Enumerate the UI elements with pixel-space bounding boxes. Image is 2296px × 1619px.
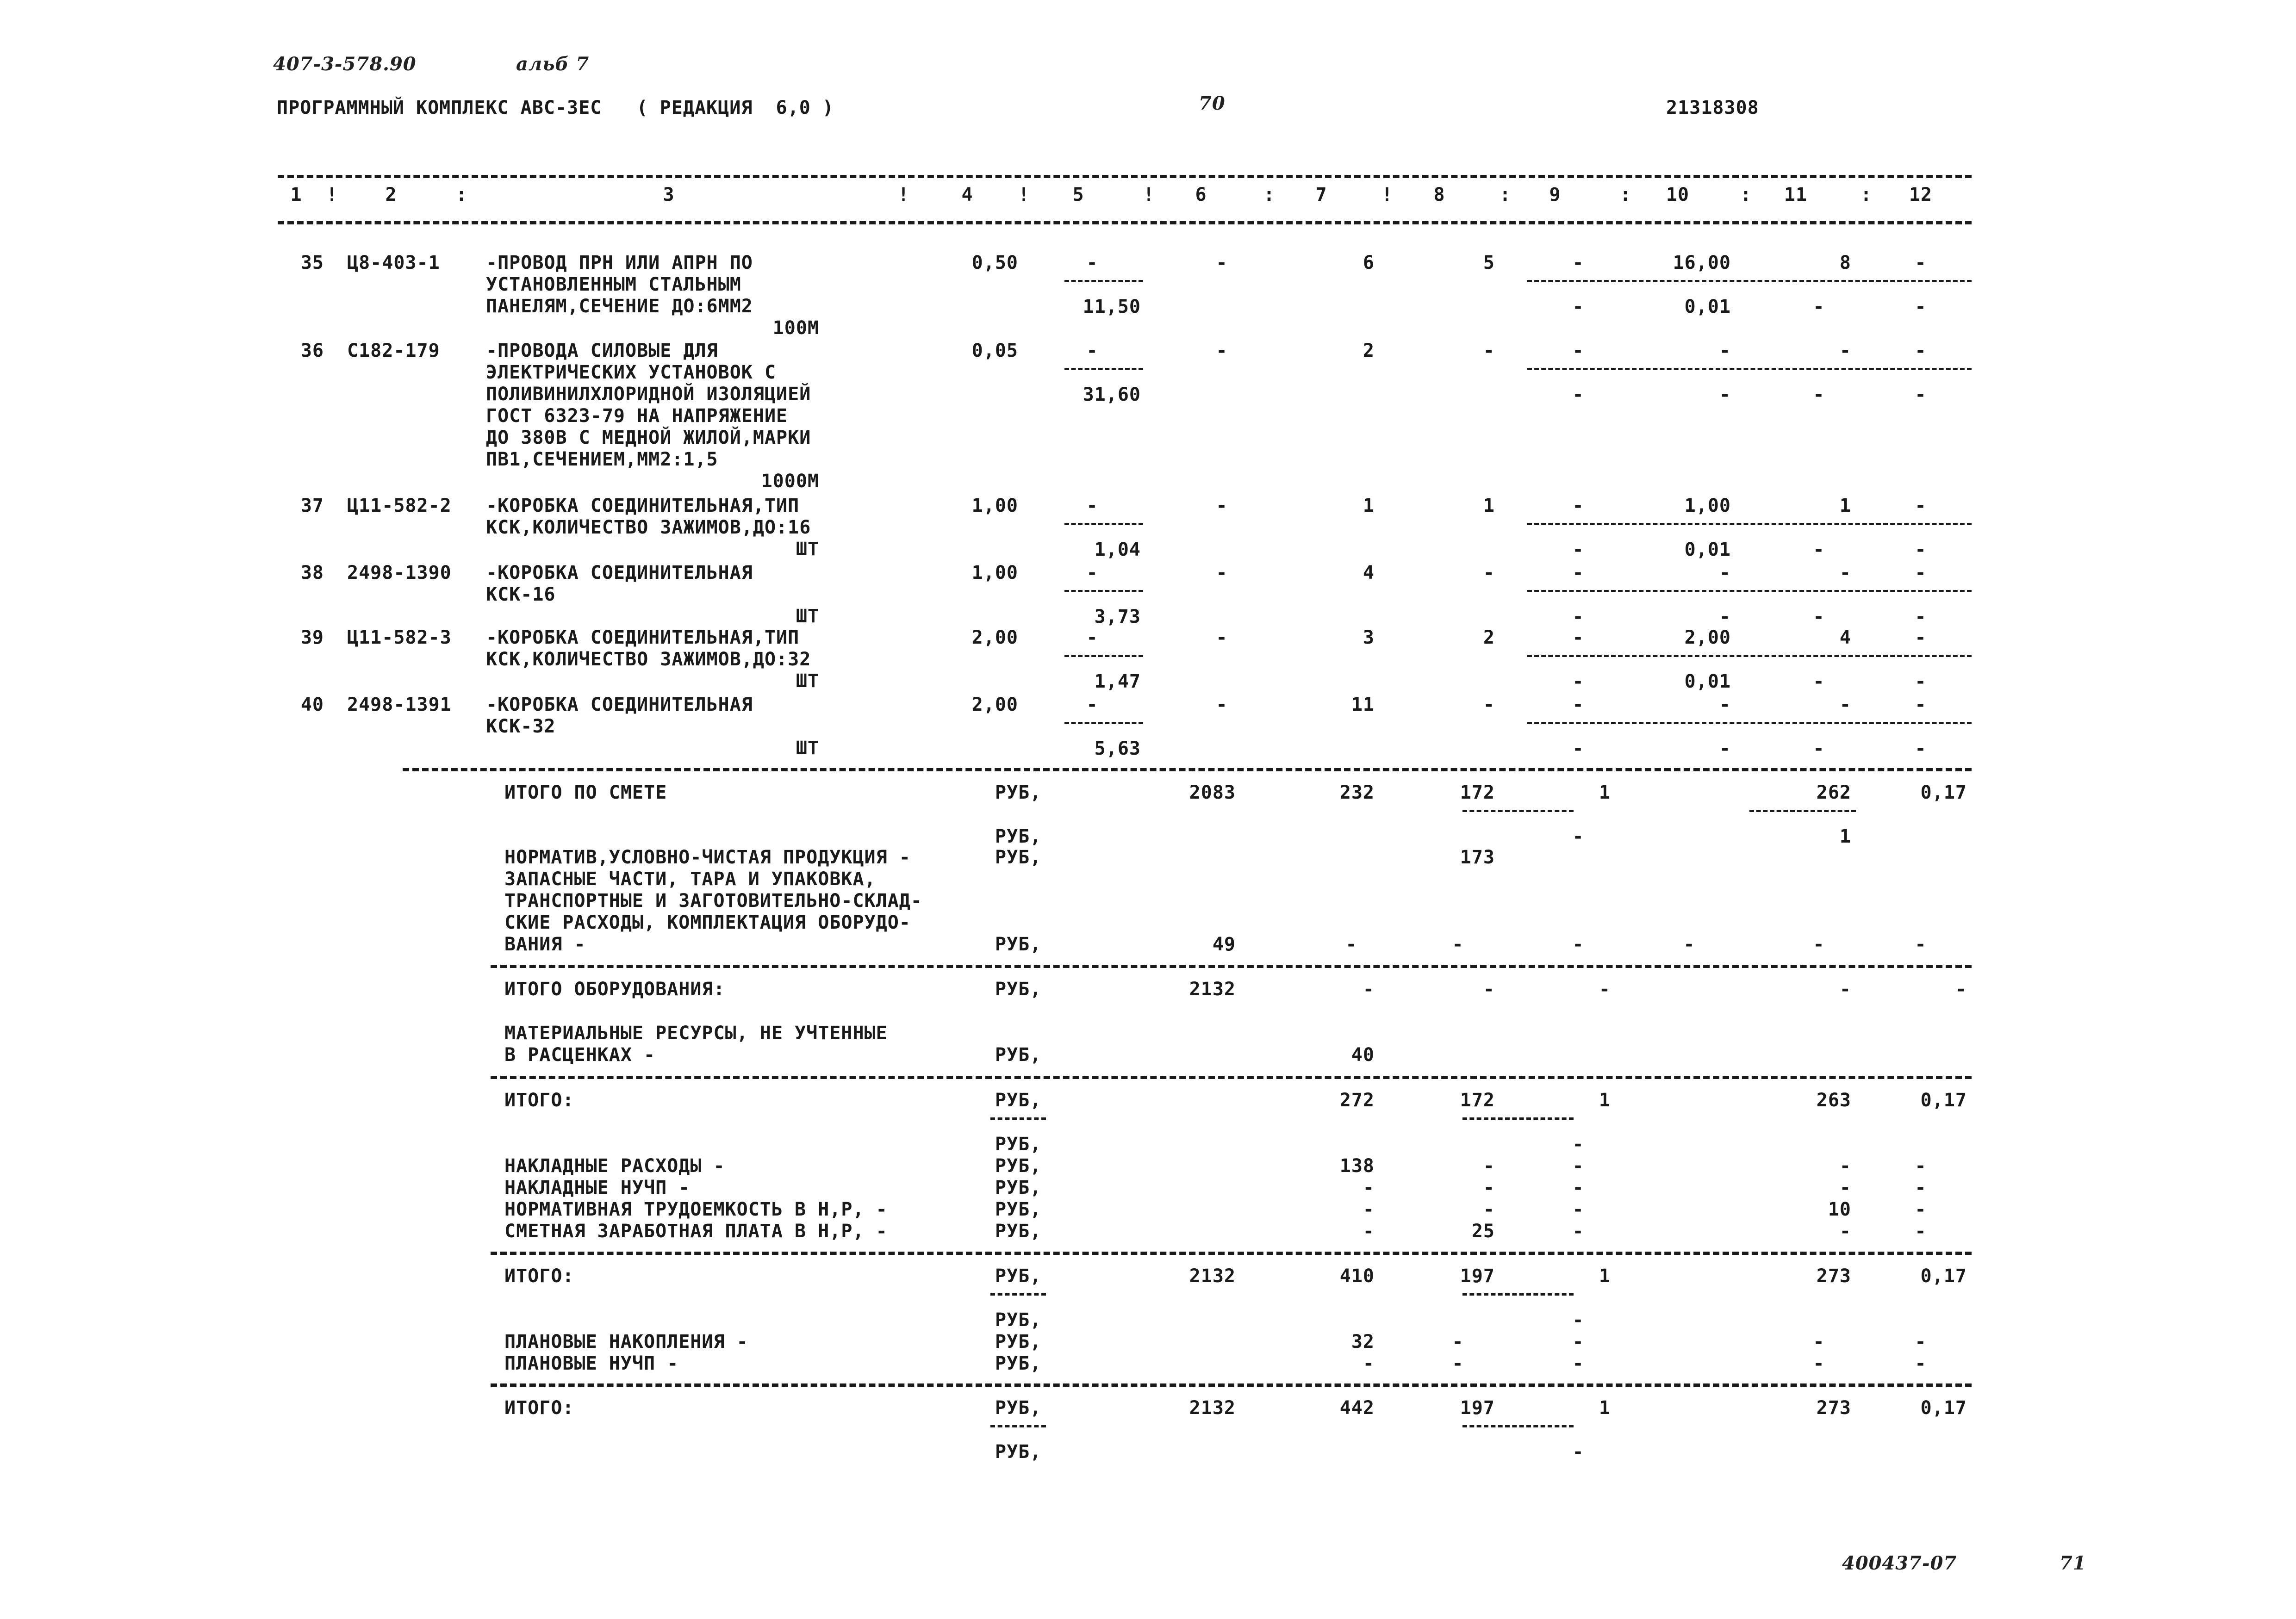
item-col9-top: -: [1572, 340, 1584, 361]
column-header-1: 1: [290, 184, 302, 205]
summary-unit: РУБ,: [995, 934, 1042, 955]
item-col9-top: -: [1572, 627, 1584, 648]
rule-line: [1064, 655, 1143, 657]
program-header: ПРОГРАММНЫЙ КОМПЛЕКС АВС-3ЕС ( РЕДАКЦИЯ 6,0 ): [277, 97, 834, 118]
item-col8: 5: [1483, 252, 1495, 273]
summary-label: ИТОГО:: [504, 1090, 574, 1111]
item-col7: 2: [1363, 340, 1375, 361]
rule-line: [1064, 368, 1143, 370]
normativ-line: ВАНИЯ -: [504, 934, 586, 955]
item-col10-bottom: 0,01: [1684, 539, 1731, 560]
item-description-line: ПОЛИВИНИЛХЛОРИДНОЙ ИЗОЛЯЦИЕЙ: [486, 384, 811, 405]
summary-col8: -: [1452, 1353, 1464, 1374]
item-col9-bottom: -: [1572, 539, 1584, 560]
item-col11-bottom: -: [1813, 539, 1825, 560]
overhead-label: НАКЛАДНЫЕ НУЧП -: [504, 1177, 691, 1198]
summary-col8: 25: [1471, 1221, 1495, 1242]
item-quantity: 1,00: [971, 495, 1018, 516]
rule-line: [1462, 1293, 1574, 1296]
summary-col7: 232: [1339, 782, 1375, 803]
summary-col12: 0,17: [1920, 782, 1967, 803]
item-col11-top: 8: [1839, 252, 1851, 273]
item-col7: 3: [1363, 627, 1375, 648]
summary-col12: 0,17: [1920, 1090, 1967, 1111]
summary-col7: -: [1363, 1199, 1375, 1220]
item-unit: ШТ: [796, 606, 819, 627]
item-col5-top: -: [1086, 694, 1098, 715]
summary-unit: РУБ,: [995, 1353, 1042, 1374]
summary-col8: -: [1483, 1199, 1495, 1220]
summary-col11: -: [1813, 934, 1825, 955]
summary-col6: 49: [1212, 934, 1236, 955]
column-header-3: 3: [663, 184, 675, 205]
project-code-handwritten: 407-3-578.90: [273, 53, 417, 75]
item-col10-top: 2,00: [1684, 627, 1731, 648]
item-col5-price: 3,73: [1094, 606, 1141, 627]
album-handwritten: альб 7: [516, 53, 590, 75]
rule-line: [1527, 722, 1972, 724]
item-col6: -: [1216, 340, 1228, 361]
normativ-line: СКИЕ РАСХОДЫ, КОМПЛЕКТАЦИЯ ОБОРУДО-: [504, 912, 911, 933]
summary-col12: -: [1915, 934, 1927, 955]
item-col12-bottom: -: [1915, 539, 1927, 560]
section-rule: [491, 1076, 1972, 1079]
item-description-line: -ПРОВОД ПРН ИЛИ АПРН ПО: [486, 252, 753, 273]
item-col6: -: [1216, 694, 1228, 715]
item-col9-bottom: -: [1572, 606, 1584, 627]
item-description-line: -ПРОВОДА СИЛОВЫЕ ДЛЯ: [486, 340, 718, 361]
summary-col9: 1: [1599, 1090, 1611, 1111]
summary-label: ИТОГО ПО СМЕТЕ: [504, 782, 667, 803]
summary-col9: -: [1572, 1353, 1584, 1374]
summary-unit: РУБ,: [995, 847, 1042, 868]
item-col6: -: [1216, 562, 1228, 583]
summary-col8: -: [1452, 1331, 1464, 1352]
rule-line: [1462, 1425, 1574, 1427]
summary-col9: 1: [1599, 1265, 1611, 1287]
summary-col8: 173: [1460, 847, 1495, 868]
column-separator: :: [456, 184, 468, 205]
column-header-7: 7: [1315, 184, 1327, 205]
item-description-line: ПВ1,СЕЧЕНИЕМ,ММ2:1,5: [486, 449, 718, 470]
item-col9-top: -: [1572, 562, 1584, 583]
summary-col7: -: [1363, 1221, 1375, 1242]
item-col10-top: 1,00: [1684, 495, 1731, 516]
summary-col9-bottom: -: [1572, 826, 1584, 847]
summary-unit: РУБ,: [995, 1221, 1042, 1242]
summary-col7: 272: [1339, 1090, 1375, 1111]
summary-col8: 197: [1460, 1265, 1495, 1287]
item-quantity: 0,50: [971, 252, 1018, 273]
item-code: Ц8-403-1: [347, 252, 440, 273]
item-description-line: КСК-16: [486, 584, 556, 605]
column-separator: !: [1018, 184, 1030, 205]
summary-unit: РУБ,: [995, 1309, 1042, 1331]
column-separator: :: [1740, 184, 1752, 205]
summary-col9-bottom: -: [1572, 1441, 1584, 1463]
summary-col8: 172: [1460, 1090, 1495, 1111]
item-col5-top: -: [1086, 340, 1098, 361]
plan-label: ПЛАНОВЫЕ НУЧП -: [504, 1353, 679, 1374]
item-col9-bottom: -: [1572, 384, 1584, 405]
summary-col12: -: [1915, 1331, 1927, 1352]
section-rule: [491, 1252, 1972, 1255]
item-unit: 1000М: [761, 471, 819, 492]
item-description-line: ЭЛЕКТРИЧЕСКИХ УСТАНОВОК С: [486, 362, 777, 383]
item-description-line: ПАНЕЛЯМ,СЕЧЕНИЕ ДО:6ММ2: [486, 296, 753, 317]
summary-col9-bottom: -: [1572, 1309, 1584, 1331]
item-col7: 11: [1351, 694, 1375, 715]
summary-unit: РУБ,: [995, 1044, 1042, 1066]
item-col10-bottom: -: [1719, 738, 1731, 759]
item-col5-top: -: [1086, 495, 1098, 516]
summary-label: ИТОГО:: [504, 1265, 574, 1287]
rule-line: [1527, 368, 1972, 370]
item-col10-top: -: [1719, 694, 1731, 715]
column-separator: :: [1500, 184, 1512, 205]
item-quantity: 2,00: [971, 694, 1018, 715]
rule-line: [1527, 590, 1972, 592]
summary-col10: -: [1683, 934, 1695, 955]
item-description-line: ГОСТ 6323-79 НА НАПРЯЖЕНИЕ: [486, 405, 788, 427]
column-header-5: 5: [1072, 184, 1084, 205]
summary-col7: 40: [1351, 1044, 1375, 1066]
item-col12-bottom: -: [1915, 296, 1927, 317]
summary-col9: -: [1572, 1155, 1584, 1177]
summary-col9: -: [1572, 934, 1584, 955]
rule-line: [1462, 810, 1574, 812]
rule-line: [1749, 810, 1856, 812]
summary-col7: 442: [1339, 1397, 1375, 1419]
item-col5-price: 11,50: [1083, 296, 1141, 317]
item-col5-top: -: [1086, 252, 1098, 273]
item-col11-top: -: [1839, 340, 1851, 361]
rule-line: [1064, 722, 1143, 724]
summary-col8: -: [1483, 1177, 1495, 1198]
item-col6: -: [1216, 252, 1228, 273]
item-col5-top: -: [1086, 562, 1098, 583]
summary-unit: РУБ,: [995, 979, 1042, 1000]
summary-col11-bottom: 1: [1839, 826, 1851, 847]
column-separator: :: [1620, 184, 1632, 205]
summary-col11: -: [1813, 1331, 1825, 1352]
summary-col12: -: [1915, 1221, 1927, 1242]
item-col10-bottom: 0,01: [1684, 296, 1731, 317]
item-col12-top: -: [1915, 252, 1927, 273]
plan-label: ПЛАНОВЫЕ НАКОПЛЕНИЯ -: [504, 1331, 748, 1352]
item-quantity: 1,00: [971, 562, 1018, 583]
item-quantity: 0,05: [971, 340, 1018, 361]
overhead-label: СМЕТНАЯ ЗАРАБОТНАЯ ПЛАТА В Н,Р, -: [504, 1221, 888, 1242]
item-col5-price: 1,47: [1094, 671, 1141, 692]
item-description-line: -КОРОБКА СОЕДИНИТЕЛЬНАЯ: [486, 562, 753, 583]
summary-col8: -: [1483, 979, 1495, 1000]
materials-line: МАТЕРИАЛЬНЫЕ РЕСУРСЫ, НЕ УЧТЕННЫЕ: [504, 1023, 888, 1044]
summary-col11: 273: [1816, 1397, 1851, 1419]
summary-col11: -: [1813, 1353, 1825, 1374]
summary-unit: РУБ,: [995, 1265, 1042, 1287]
summary-col6: 2083: [1189, 782, 1236, 803]
item-number: 38: [300, 562, 324, 583]
normativ-line: ТРАНСПОРТНЫЕ И ЗАГОТОВИТЕЛЬНО-СКЛАД-: [504, 890, 922, 912]
column-header-12: 12: [1909, 184, 1933, 205]
item-col10-top: -: [1719, 340, 1731, 361]
summary-unit: РУБ,: [995, 1134, 1042, 1155]
column-header-8: 8: [1433, 184, 1445, 205]
materials-line: В РАСЦЕНКАХ -: [504, 1044, 656, 1066]
item-col5-top: -: [1086, 627, 1098, 648]
summary-col11: -: [1839, 1155, 1851, 1177]
column-separator: !: [1143, 184, 1155, 205]
item-col8: -: [1483, 694, 1495, 715]
summary-col6: 2132: [1189, 1265, 1236, 1287]
rule-line: [1527, 523, 1972, 525]
column-separator: !: [898, 184, 910, 205]
item-col10-bottom: 0,01: [1684, 671, 1731, 692]
item-col7: 6: [1363, 252, 1375, 273]
overhead-label: НОРМАТИВНАЯ ТРУДОЕМКОСТЬ В Н,Р, -: [504, 1199, 888, 1220]
item-col11-bottom: -: [1813, 738, 1825, 759]
normativ-line: НОРМАТИВ,УСЛОВНО-ЧИСТАЯ ПРОДУКЦИЯ -: [504, 847, 911, 868]
summary-unit: РУБ,: [995, 1155, 1042, 1177]
column-header-11: 11: [1784, 184, 1808, 205]
item-col11-bottom: -: [1813, 671, 1825, 692]
item-col8: 2: [1483, 627, 1495, 648]
item-col11-top: -: [1839, 694, 1851, 715]
rule-line: [1527, 655, 1972, 657]
summary-col7: -: [1345, 934, 1357, 955]
item-description-line: -КОРОБКА СОЕДИНИТЕЛЬНАЯ: [486, 694, 753, 715]
summary-col9-bottom: -: [1572, 1134, 1584, 1155]
normativ-line: ЗАПАСНЫЕ ЧАСТИ, ТАРА И УПАКОВКА,: [504, 868, 876, 890]
item-description-line: КСК,КОЛИЧЕСТВО ЗАЖИМОВ,ДО:16: [486, 517, 811, 538]
summary-col12: -: [1915, 1199, 1927, 1220]
summary-col9: -: [1572, 1221, 1584, 1242]
summary-col11: 10: [1828, 1199, 1851, 1220]
summary-unit: РУБ,: [995, 826, 1042, 847]
document-number: 21318308: [1666, 97, 1759, 118]
summary-col12: -: [1915, 1177, 1927, 1198]
summary-col9: -: [1572, 1199, 1584, 1220]
summary-col9: 1: [1599, 782, 1611, 803]
item-number: 37: [300, 495, 324, 516]
summary-col9: -: [1572, 1177, 1584, 1198]
overhead-label: НАКЛАДНЫЕ РАСХОДЫ -: [504, 1155, 725, 1177]
rule-line: [1064, 590, 1143, 592]
summary-col7: 410: [1339, 1265, 1375, 1287]
column-separator: !: [1381, 184, 1394, 205]
summary-unit: РУБ,: [995, 782, 1042, 803]
section-rule: [491, 1383, 1972, 1387]
item-col12-bottom: -: [1915, 384, 1927, 405]
item-col9-top: -: [1572, 252, 1584, 273]
item-col12-bottom: -: [1915, 671, 1927, 692]
item-code: Ц11-582-3: [347, 627, 452, 648]
item-col10-bottom: -: [1719, 384, 1731, 405]
item-description-line: КСК-32: [486, 716, 556, 737]
item-code: С182-179: [347, 340, 440, 361]
column-separator: :: [1860, 184, 1873, 205]
summary-col6: 2132: [1189, 979, 1236, 1000]
item-col11-bottom: -: [1813, 296, 1825, 317]
item-col6: -: [1216, 627, 1228, 648]
item-number: 36: [300, 340, 324, 361]
summary-col11: 262: [1816, 782, 1851, 803]
summary-col6: 2132: [1189, 1397, 1236, 1419]
item-col5-price: 1,04: [1094, 539, 1141, 560]
item-code: 2498-1391: [347, 694, 452, 715]
item-col9-top: -: [1572, 694, 1584, 715]
summary-col8: -: [1483, 1155, 1495, 1177]
summary-unit: РУБ,: [995, 1177, 1042, 1198]
summary-col8: 172: [1460, 782, 1495, 803]
summary-unit: РУБ,: [995, 1397, 1042, 1419]
summary-unit: РУБ,: [995, 1331, 1042, 1352]
item-unit: ШТ: [796, 539, 819, 560]
item-description-line: КСК,КОЛИЧЕСТВО ЗАЖИМОВ,ДО:32: [486, 649, 811, 670]
item-col9-bottom: -: [1572, 738, 1584, 759]
item-description-line: ДО 380В С МЕДНОЙ ЖИЛОЙ,МАРКИ: [486, 427, 811, 448]
summary-col11: 263: [1816, 1090, 1851, 1111]
section-rule: [491, 965, 1972, 968]
bottom-page-handwritten: 71: [2060, 1552, 2086, 1574]
summary-col11: -: [1839, 1221, 1851, 1242]
item-col10-top: -: [1719, 562, 1731, 583]
item-unit: ШТ: [796, 670, 819, 692]
item-col10-bottom: -: [1719, 606, 1731, 627]
item-col7: 4: [1363, 562, 1375, 583]
column-header-9: 9: [1549, 184, 1561, 205]
item-col7: 1: [1363, 495, 1375, 516]
summary-col12: 0,17: [1920, 1265, 1967, 1287]
item-col12-top: -: [1915, 694, 1927, 715]
item-number: 40: [300, 694, 324, 715]
item-col5-price: 31,60: [1083, 384, 1141, 405]
summary-label: ИТОГО:: [504, 1397, 574, 1419]
item-col5-price: 5,63: [1094, 738, 1141, 759]
item-code: Ц11-582-2: [347, 495, 452, 516]
column-header-2: 2: [385, 184, 397, 205]
rule-line: [990, 1117, 1046, 1120]
summary-col8: -: [1452, 934, 1464, 955]
summary-col11: -: [1839, 1177, 1851, 1198]
summary-col12: -: [1955, 979, 1967, 1000]
item-col9-top: -: [1572, 495, 1584, 516]
column-separator: :: [1263, 184, 1276, 205]
item-col12-top: -: [1915, 562, 1927, 583]
item-col12-bottom: -: [1915, 738, 1927, 759]
item-col8: -: [1483, 340, 1495, 361]
item-col10-top: 16,00: [1673, 252, 1731, 273]
item-col11-top: 1: [1839, 495, 1851, 516]
item-col8: 1: [1483, 495, 1495, 516]
rule-line: [990, 1293, 1046, 1296]
summary-label: ИТОГО ОБОРУДОВАНИЯ:: [504, 979, 725, 1000]
rule-line: [1064, 523, 1143, 525]
item-description-line: -КОРОБКА СОЕДИНИТЕЛЬНАЯ,ТИП: [486, 495, 800, 516]
summary-col7: 32: [1351, 1331, 1375, 1352]
summary-col8: 197: [1460, 1397, 1495, 1419]
summary-col7: -: [1363, 1353, 1375, 1374]
summary-col12: -: [1915, 1155, 1927, 1177]
column-separator: !: [326, 184, 338, 205]
bottom-code-handwritten: 400437-07: [1842, 1552, 1957, 1574]
column-header-4: 4: [961, 184, 973, 205]
summary-unit: РУБ,: [995, 1441, 1042, 1463]
table-top-rule: [278, 175, 1972, 178]
item-col12-bottom: -: [1915, 606, 1927, 627]
column-header-6: 6: [1195, 184, 1207, 205]
item-unit: ШТ: [796, 738, 819, 759]
item-description-line: УСТАНОВЛЕННЫМ СТАЛЬНЫМ: [486, 274, 741, 295]
summary-col11: 273: [1816, 1265, 1851, 1287]
item-col11-bottom: -: [1813, 606, 1825, 627]
item-col6: -: [1216, 495, 1228, 516]
summary-unit: РУБ,: [995, 1090, 1042, 1111]
item-col12-top: -: [1915, 340, 1927, 361]
rule-line: [1064, 280, 1143, 282]
items-end-rule: [403, 768, 1972, 771]
item-col12-top: -: [1915, 495, 1927, 516]
summary-col7: -: [1363, 979, 1375, 1000]
item-col11-bottom: -: [1813, 384, 1825, 405]
item-col11-top: -: [1839, 562, 1851, 583]
summary-col9: -: [1572, 1331, 1584, 1352]
item-number: 39: [300, 627, 324, 648]
summary-col9: -: [1599, 979, 1611, 1000]
summary-col12: -: [1915, 1353, 1927, 1374]
summary-col7: -: [1363, 1177, 1375, 1198]
item-col12-top: -: [1915, 627, 1927, 648]
item-col11-top: 4: [1839, 627, 1851, 648]
item-quantity: 2,00: [971, 627, 1018, 648]
item-code: 2498-1390: [347, 562, 452, 583]
column-header-10: 10: [1666, 184, 1690, 205]
item-col9-bottom: -: [1572, 296, 1584, 317]
item-col8: -: [1483, 562, 1495, 583]
summary-col9: 1: [1599, 1397, 1611, 1419]
summary-unit: РУБ,: [995, 1199, 1042, 1220]
rule-line: [1527, 280, 1972, 282]
item-unit: 100М: [772, 317, 819, 339]
item-description-line: -КОРОБКА СОЕДИНИТЕЛЬНАЯ,ТИП: [486, 627, 800, 648]
item-number: 35: [300, 252, 324, 273]
table-header-rule: [278, 221, 1972, 224]
summary-col12: 0,17: [1920, 1397, 1967, 1419]
page-number: 70: [1199, 93, 1226, 114]
rule-line: [1462, 1117, 1574, 1120]
summary-col11: -: [1839, 979, 1851, 1000]
summary-col7: 138: [1339, 1155, 1375, 1177]
item-col9-bottom: -: [1572, 671, 1584, 692]
rule-line: [990, 1425, 1046, 1427]
